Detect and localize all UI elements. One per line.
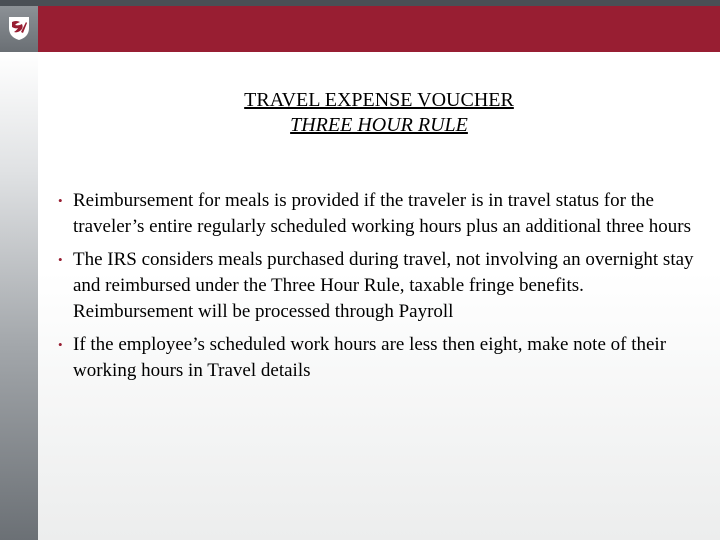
- bullet-dot-icon: •: [58, 252, 63, 267]
- side-bar: [0, 52, 38, 540]
- title-line-2: THREE HOUR RULE: [290, 114, 468, 136]
- bullet-item: [58, 188, 698, 240]
- bullet-item: [58, 332, 698, 384]
- header-band: [0, 6, 720, 52]
- slide-title: [38, 88, 720, 138]
- bullet-dot-icon: •: [58, 193, 63, 208]
- logo: [0, 6, 38, 52]
- wsu-cougar-logo-icon: [5, 14, 33, 42]
- slide-content: [38, 52, 720, 540]
- bullet-dot-icon: •: [58, 337, 63, 352]
- bullet-text: The IRS considers meals purchased during travel, not involving an overnight stay and reimbursed under the Three Hour Rule, taxable fringe benefits. Reimbursement will be processed through Payroll: [73, 249, 694, 322]
- bullet-text: If the employee’s scheduled work hours are less then eight, make note of their working hours in Travel details: [73, 334, 667, 381]
- title-line-1: TRAVEL EXPENSE VOUCHER: [244, 89, 514, 111]
- bullet-list: [58, 188, 698, 391]
- bullet-item: [58, 247, 698, 325]
- bullet-text: Reimbursement for meals is provided if the traveler is in travel status for the traveler’s entire regularly scheduled working hours plus an additional three hours: [73, 190, 692, 237]
